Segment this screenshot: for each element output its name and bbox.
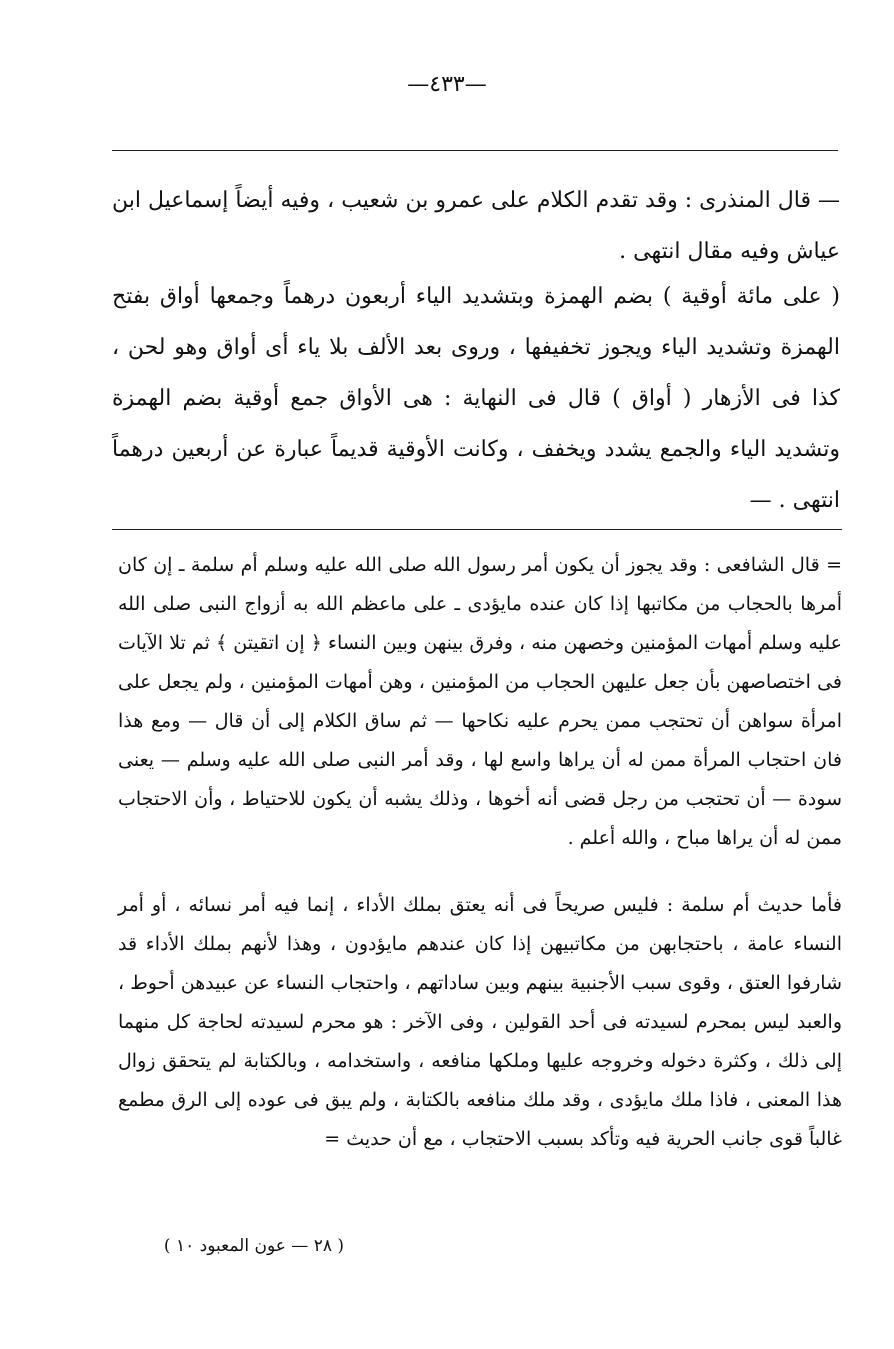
- page-number: —٤٣٣—: [407, 72, 487, 97]
- footer-signature: ( ٢٨ — عون المعبود ١٠ ): [163, 1236, 344, 1256]
- main-paragraph-1: — قال المنذرى : وقد تقدم الكلام على عمرو بن شعيب ، وفيه أيضاً إسماعيل ابن عياش وفيه مقال انتهى .: [112, 188, 840, 264]
- main-paragraph-2: ( على مائة أوقية ) بضم الهمزة وبتشديد الياء أربعون درهماً وجمعها أواق بفتح الهمزة وتشديد الياء ويجوز تخفيفها ، وروى بعد الألف بلا ياء أى أواق وهو لحن ، كذا فى الأزهار ( أواق ) قال فى النهاية : هى الأواق جمع أوقية بضم الهمزة وتشديد الياء والجمع يشدد ويخفف ، وكانت الأوقية قديماً عبارة عن أربعين درهماً انتهى . —: [112, 284, 840, 513]
- commentary-paragraph-1: = قال الشافعى : وقد يجوز أن يكون أمر رسول الله صلى الله عليه وسلم أم سلمة ـ إن كان أمرها بالحجاب من مكاتبها إذا كان عنده مايؤدى ـ على ماعظم الله به أزواج النبى صلى الله عليه وسلم أمهات المؤمنين وخصهن منه ، وفرق بينهن وبين النساء ﴿ إن اتقيتن ﴾ ثم تلا الآيات فى اختصاصهن بأن جعل عليهن الحجاب من المؤمنين ، وهن أمهات المؤمنين ، ولم يجعل على امرأة سواهن أن تحتجب ممن يحرم عليه نكاحها — ثم ساق الكلام إلى أن قال — ومع هذا فان احتجاب المرأة ممن له أن يراها واسع لها ، وقد أمر النبى صلى الله عليه وسلم — يعنى سودة — أن تحتجب من رجل قضى أنه أخوها ، وذلك يشبه أن يكون للاحتياط ، وأن الاحتجاب ممن له أن يراها مباح ، والله أعلم .: [118, 554, 842, 849]
- top-divider: [112, 150, 838, 151]
- commentary-divider: [112, 529, 842, 530]
- commentary-paragraph-2: فأما حديث أم سلمة : فليس صريحاً فى أنه يعتق بملك الأداء ، إنما فيه أمر نسائه ، أو أمر النساء عامة ، باحتجابهن من مكاتبيهن إذا كان عندهم مايؤدون ، وهذا لأنهم بملك الأداء قد شارفوا العتق ، وقوى سبب الأجنبية بينهم وبين ساداتهم ، واحتجاب النساء عن عبيدهن أحوط ، والعبد ليس بمحرم لسيدته فى أحد القولين ، وفى الآخر : هو محرم لسيدته لحاجة كل منهما إلى ذلك ، وكثرة دخوله وخروجه عليها وملكها منافعه ، واستخدامه ، وبالكتابة لم يتحقق زوال هذا المعنى ، فاذا ملك مايؤدى ، وقد ملك منافعه بالكتابة ، ولم يبق فى عوده إلى الرق مطمع غالباً قوى جانب الحرية فيه وتأكد بسبب الاحتجاب ، مع أن حديث =: [118, 894, 842, 1150]
